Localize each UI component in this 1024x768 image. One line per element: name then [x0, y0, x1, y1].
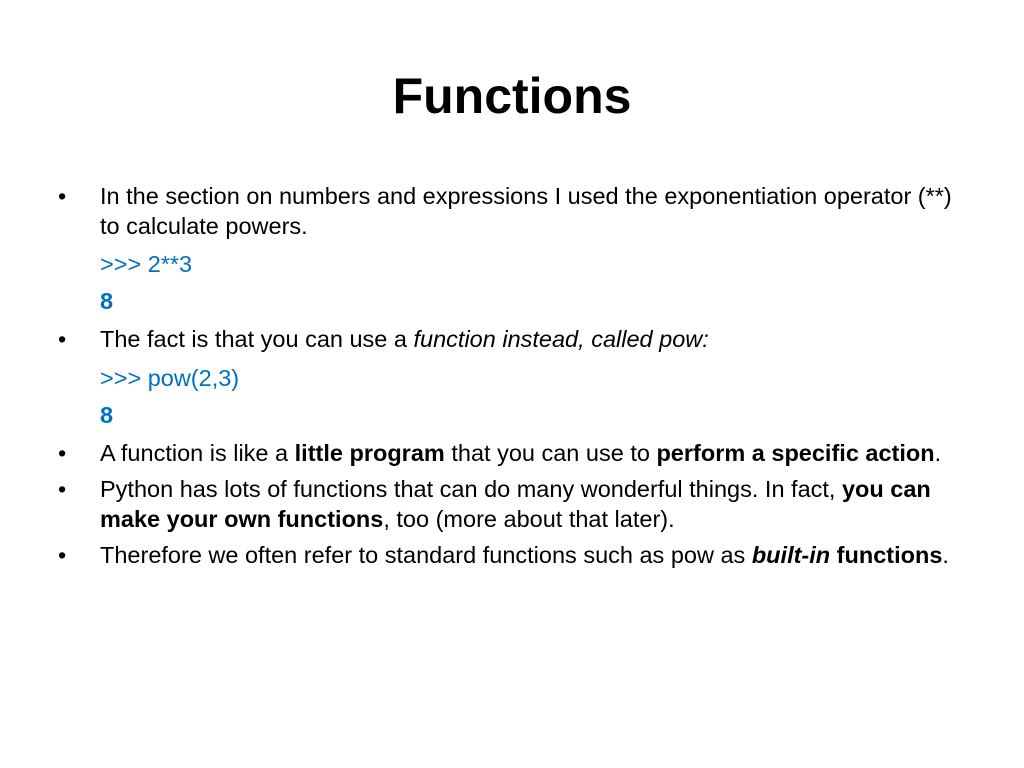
- code-output: 8: [100, 401, 114, 428]
- bullet-text: In the section on numbers and expressions I used the exponentiation operator (**) to calculate powers.: [100, 183, 952, 239]
- bullet-text: .: [934, 439, 942, 466]
- bullet-item: [58, 325, 958, 355]
- slide-content: [58, 182, 958, 578]
- bullet-text-bold: perform a specific action: [656, 439, 935, 466]
- code-block: [58, 249, 958, 316]
- bullet-text-bold: you can make your own functions: [100, 476, 931, 532]
- bullet-text: .: [942, 542, 949, 568]
- bullet-icon: •: [58, 326, 67, 352]
- bullet-icon: •: [58, 542, 67, 568]
- bullet-text: Therefore we often refer to standard functions such as pow as: [100, 542, 752, 568]
- bullet-text-bold: functions: [836, 542, 943, 568]
- bullet-text: Python has lots of functions that can do many wonderful things. In fact,: [100, 476, 842, 502]
- bullet-text-bold: little program: [294, 439, 445, 466]
- bullet-item: [58, 439, 958, 469]
- bullet-text: A function is like a: [100, 439, 295, 466]
- bullet-icon: •: [58, 476, 67, 502]
- bullet-text: that you can use to: [444, 439, 657, 466]
- slide-title: Functions: [392, 68, 632, 124]
- code-input: >>> 2**3: [100, 251, 193, 277]
- bullet-item: [58, 475, 958, 534]
- code-block: [58, 363, 958, 430]
- bullet-item: [58, 182, 958, 241]
- bullet-text-bold-italic: built-in: [751, 542, 831, 568]
- bullet-icon: •: [58, 183, 67, 209]
- bullet-text: The fact is that you can use a: [100, 326, 414, 352]
- bullet-icon: •: [58, 439, 67, 466]
- bullet-text: , too (more about that later).: [383, 505, 675, 532]
- bullet-item: [58, 541, 958, 571]
- bullet-text-italic: function instead, called pow:: [413, 326, 709, 352]
- code-output: 8: [100, 288, 114, 314]
- code-input: >>> pow(2,3): [100, 364, 240, 391]
